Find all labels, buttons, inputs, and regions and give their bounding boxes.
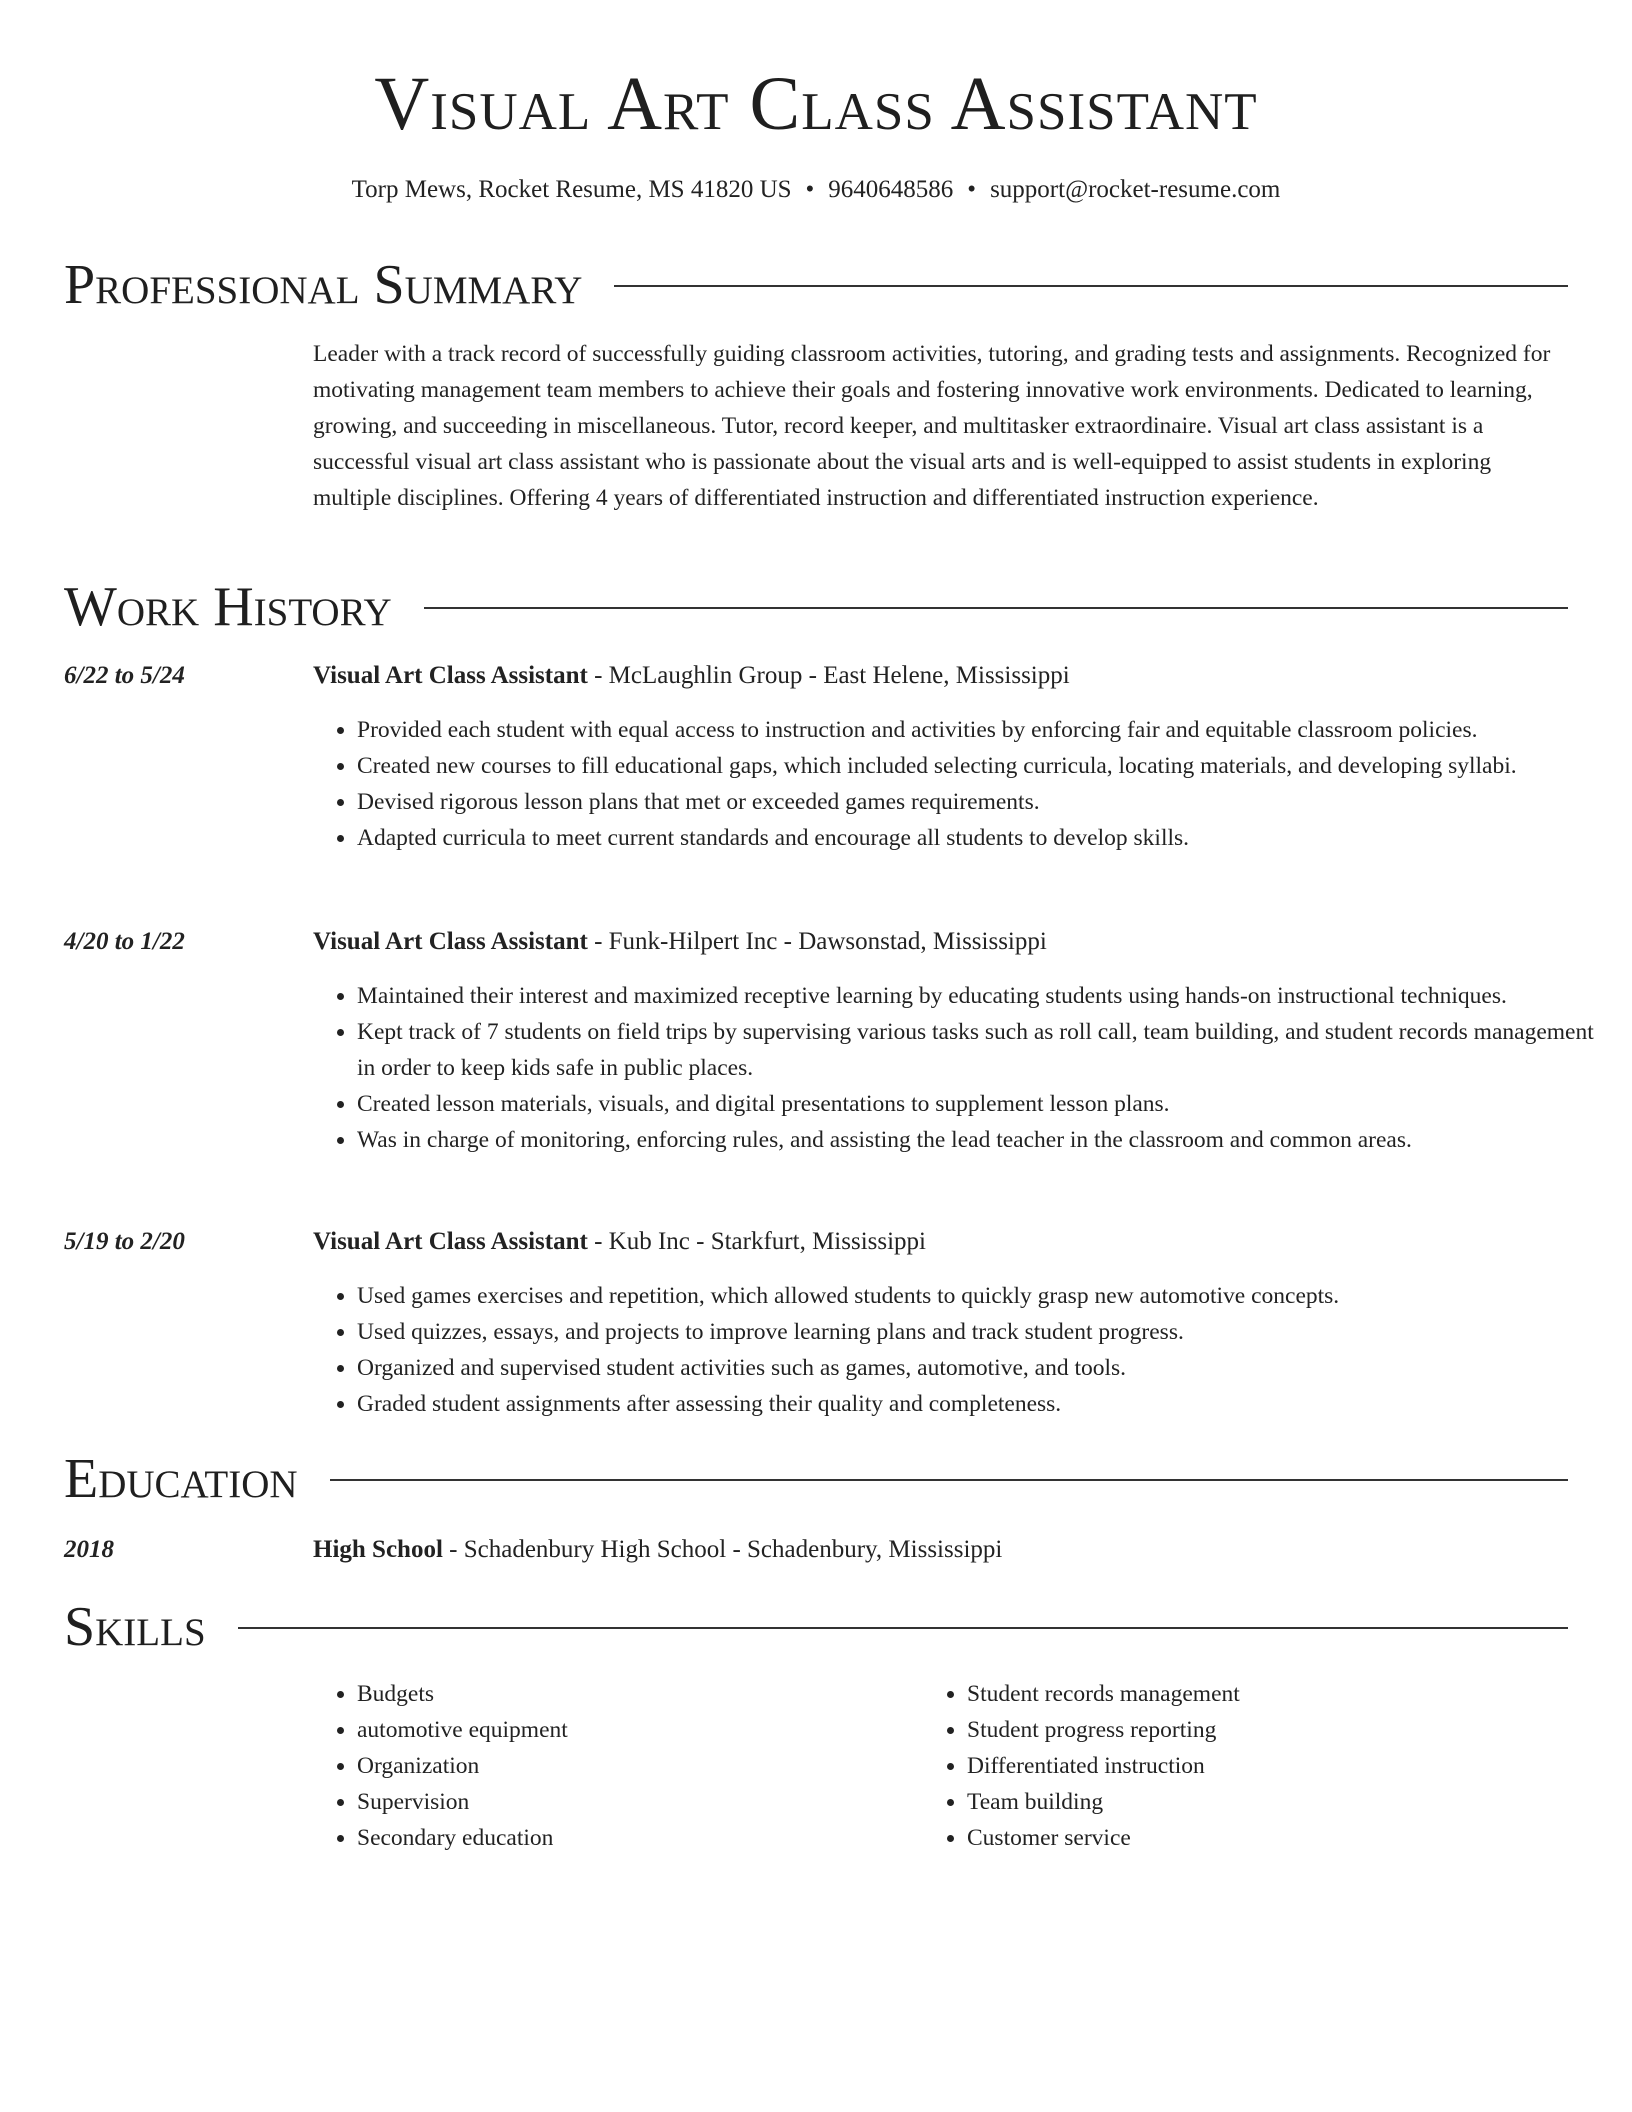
job-company-location: - McLaughlin Group - East Helene, Mississippi bbox=[587, 662, 1070, 689]
skill-item: • Student progress reporting bbox=[967, 1712, 1527, 1748]
job-company-location: - Funk-Hilpert Inc - Dawsonstad, Mississippi bbox=[587, 928, 1047, 955]
job-bullet: • Provided each student with equal access to instruction and activities by enforcing fair and equitable classroom policies. bbox=[357, 712, 1617, 748]
section-work-header bbox=[64, 572, 1568, 642]
skill-item: • Secondary education bbox=[357, 1820, 917, 1856]
job-bullet-list bbox=[313, 712, 1617, 856]
job-bullet: • Maintained their interest and maximized receptive learning by educating students using hands-on instructional techniques. bbox=[357, 978, 1617, 1014]
job-bullet: • Used quizzes, essays, and projects to improve learning plans and track student progress. bbox=[357, 1314, 1617, 1350]
skills-list-right bbox=[923, 1676, 1527, 1856]
section-divider bbox=[614, 285, 1568, 287]
resume-name: Visual Art Class Assistant bbox=[374, 62, 1258, 146]
education-entry bbox=[313, 1532, 1573, 1568]
job-bullet-list bbox=[313, 1278, 1617, 1422]
job-bullet: • Was in charge of monitoring, enforcing rules, and assisting the lead teacher in the classroom and common areas. bbox=[357, 1122, 1617, 1158]
contact-separator: • bbox=[805, 176, 815, 203]
section-divider bbox=[424, 607, 1568, 609]
section-title-skills: Skills bbox=[64, 1596, 206, 1658]
skill-item: • Budgets bbox=[357, 1676, 917, 1712]
job-title: Visual Art Class Assistant bbox=[313, 1228, 588, 1255]
job-bullet: • Created new courses to fill educational gaps, which included selecting curricula, locating materials, and developing syllabi. bbox=[357, 748, 1617, 784]
job-bullet: • Adapted curricula to meet current standards and encourage all students to develop skills. bbox=[357, 820, 1617, 856]
skill-item: • Supervision bbox=[357, 1784, 917, 1820]
job-dates: 6/22 to 5/24 bbox=[64, 662, 185, 689]
job-bullet: • Organized and supervised student activities such as games, automotive, and tools. bbox=[357, 1350, 1617, 1386]
contact-line bbox=[0, 172, 1632, 208]
skill-item: • Team building bbox=[967, 1784, 1527, 1820]
section-skills-header bbox=[64, 1592, 1568, 1662]
contact-phone: 9640648586 bbox=[828, 176, 954, 203]
education-year: 2018 bbox=[64, 1536, 114, 1563]
section-divider bbox=[238, 1627, 1568, 1629]
contact-address: Torp Mews, Rocket Resume, MS 41820 US bbox=[351, 176, 792, 203]
contact-email: support@rocket-resume.com bbox=[990, 176, 1281, 203]
job-company-location: - Kub Inc - Starkfurt, Mississippi bbox=[587, 1228, 926, 1255]
skill-item: • Organization bbox=[357, 1748, 917, 1784]
job-dates: 4/20 to 1/22 bbox=[64, 928, 185, 955]
summary-text: Leader with a track record of successfully guiding classroom activities, tutoring, and grading tests and assignments. Recognized for motivating management team members to achieve their goals and fostering innovative work environments. Dedicated to learning, growing, and succeeding in miscellaneous. Tutor, record keeper, and multitasker extraordinaire. Visual art class assistant is a successful visual art class assistant who is passionate about the visual arts and is well-equipped to assist students in exploring multiple disciplines. Offering 4 years of differentiated instruction and differentiated instruction experience. bbox=[313, 341, 1551, 511]
education-degree: High School bbox=[313, 1536, 443, 1563]
job-bullet: • Kept track of 7 students on field trips by supervising various tasks such as roll call, team building, and student records management in order to keep kids safe in public places. bbox=[357, 1014, 1617, 1086]
section-education-header bbox=[64, 1444, 1568, 1514]
job-bullet-list bbox=[313, 978, 1617, 1158]
contact-separator: • bbox=[967, 176, 977, 203]
section-summary-header bbox=[64, 250, 1568, 320]
job-bullet: • Used games exercises and repetition, which allowed students to quickly grasp new automotive concepts. bbox=[357, 1278, 1617, 1314]
skills-list-left bbox=[313, 1676, 917, 1856]
section-title-education: Education bbox=[64, 1448, 298, 1510]
skill-item: • automotive equipment bbox=[357, 1712, 917, 1748]
skill-item: • Differentiated instruction bbox=[967, 1748, 1527, 1784]
section-divider bbox=[330, 1479, 1568, 1481]
skill-item: • Customer service bbox=[967, 1820, 1527, 1856]
job-heading bbox=[313, 658, 1573, 694]
job-title: Visual Art Class Assistant bbox=[313, 928, 588, 955]
job-heading bbox=[313, 1224, 1573, 1260]
section-title-work: Work History bbox=[64, 576, 392, 638]
job-bullet: • Devised rigorous lesson plans that met or exceeded games requirements. bbox=[357, 784, 1617, 820]
section-title-summary: Professional Summary bbox=[64, 254, 583, 316]
education-school-location: - Schadenbury High School - Schadenbury, Mississippi bbox=[442, 1536, 1003, 1563]
job-bullet: • Graded student assignments after assessing their quality and completeness. bbox=[357, 1386, 1617, 1422]
job-bullet: • Created lesson materials, visuals, and digital presentations to supplement lesson plans. bbox=[357, 1086, 1617, 1122]
skill-item: • Student records management bbox=[967, 1676, 1527, 1712]
job-dates: 5/19 to 2/20 bbox=[64, 1228, 185, 1255]
job-title: Visual Art Class Assistant bbox=[313, 662, 588, 689]
job-heading bbox=[313, 924, 1573, 960]
